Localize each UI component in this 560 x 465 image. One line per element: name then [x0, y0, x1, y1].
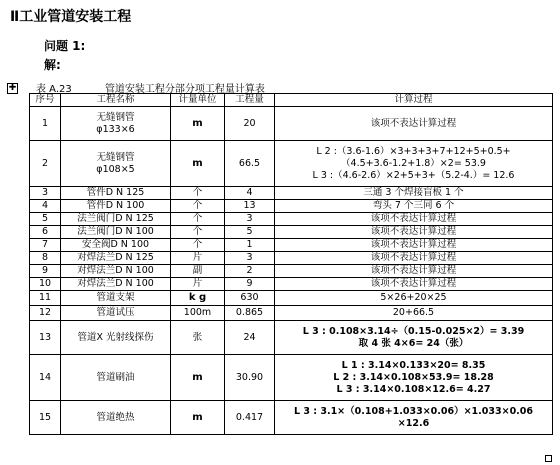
- move-cross-icon[interactable]: ✚: [8, 83, 17, 93]
- cell-name: [61, 306, 171, 321]
- cell-unit: 个: [171, 200, 225, 213]
- cell-quantity: 9: [225, 278, 275, 291]
- cell-name: [61, 213, 171, 226]
- cell-no: 10: [30, 278, 61, 291]
- calc-line: 三通 3 个焊接盲板 1 个: [363, 187, 464, 198]
- cell-name: [61, 265, 171, 278]
- cell-calc: [275, 107, 553, 141]
- name-line: φ133×6: [96, 123, 135, 135]
- cell-calc: [275, 306, 553, 321]
- cell-name: [61, 401, 171, 435]
- cell-quantity: 0.417: [225, 401, 275, 435]
- cell-name: [61, 252, 171, 265]
- table-row: [30, 141, 553, 187]
- name-line: 管道刷油: [96, 371, 135, 383]
- calc-line: ×12.6: [397, 417, 430, 429]
- cell-calc: [275, 187, 553, 200]
- cell-no: 13: [30, 321, 61, 355]
- name-line: 管道X 光射线探伤: [77, 331, 154, 343]
- table-row: [30, 355, 553, 401]
- cell-name: [61, 141, 171, 187]
- table-row: [30, 401, 553, 435]
- cell-name: [61, 226, 171, 239]
- cell-unit: k g: [171, 291, 225, 306]
- cell-unit: 片: [171, 252, 225, 265]
- cell-quantity: 66.5: [225, 141, 275, 187]
- cell-name: [61, 355, 171, 401]
- cell-name: [61, 239, 171, 252]
- cell-unit: 个: [171, 187, 225, 200]
- cell-unit: m: [171, 141, 225, 187]
- calc-line: 5×26+20×25: [380, 292, 447, 303]
- cell-no: 15: [30, 401, 61, 435]
- header-unit: 计量单位: [171, 94, 225, 107]
- name-line: 对焊法兰D N 100: [77, 278, 154, 289]
- table-row: [30, 107, 553, 141]
- header-no: 序号: [30, 94, 61, 107]
- cell-no: 7: [30, 239, 61, 252]
- table-row: [30, 187, 553, 200]
- cell-name: [61, 107, 171, 141]
- name-line: 无缝钢管: [96, 111, 135, 123]
- cell-name: [61, 321, 171, 355]
- cell-no: 14: [30, 355, 61, 401]
- cell-calc: [275, 252, 553, 265]
- table-row: [30, 213, 553, 226]
- calc-line: 该项不表达计算过程: [370, 239, 457, 250]
- cell-no: 2: [30, 141, 61, 187]
- table-row: [30, 226, 553, 239]
- calc-line: L 1 : 3.14×0.133×20= 8.35: [341, 359, 486, 371]
- calc-line: L 2 :（3.6-1.6）×3+3+3+7+12+5+0.5+: [316, 145, 511, 157]
- table-row: [30, 278, 553, 291]
- cell-quantity: 3: [225, 252, 275, 265]
- calc-line: 取 4 张 4×6= 24（张）: [358, 337, 469, 349]
- table-row: [30, 252, 553, 265]
- cell-quantity: 30.90: [225, 355, 275, 401]
- cell-calc: [275, 265, 553, 278]
- quantity-table: [29, 93, 553, 435]
- name-line: 对焊法兰D N 100: [77, 265, 154, 276]
- cell-calc: [275, 355, 553, 401]
- cell-no: 12: [30, 306, 61, 321]
- cell-name: [61, 278, 171, 291]
- calc-line: 该项不表达计算过程: [370, 213, 457, 224]
- name-line: 管道支架: [96, 292, 135, 303]
- cell-quantity: 1: [225, 239, 275, 252]
- calc-line: L 2 : 3.14×0.108×53.9= 18.28: [333, 371, 494, 383]
- question-label: 问题 1:: [44, 39, 86, 53]
- cell-calc: [275, 200, 553, 213]
- name-line: 法兰阀门D N 100: [77, 226, 154, 237]
- calc-line: 该项不表达计算过程: [370, 252, 457, 263]
- cell-name: [61, 187, 171, 200]
- table-row: [30, 306, 553, 321]
- cell-quantity: 2: [225, 265, 275, 278]
- cell-no: 8: [30, 252, 61, 265]
- cell-calc: [275, 401, 553, 435]
- name-line: 管道绝热: [96, 411, 135, 423]
- table-row: [30, 291, 553, 306]
- cell-calc: [275, 239, 553, 252]
- name-line: 管件D N 125: [86, 187, 145, 198]
- cell-unit: 100m: [171, 306, 225, 321]
- calc-line: 该项不表达计算过程: [370, 117, 457, 129]
- cell-unit: 个: [171, 226, 225, 239]
- name-line: 管道试压: [96, 307, 135, 318]
- cell-quantity: 24: [225, 321, 275, 355]
- name-line: 对焊法兰D N 125: [77, 252, 154, 263]
- cell-unit: m: [171, 401, 225, 435]
- cell-no: 9: [30, 265, 61, 278]
- name-line: 管件D N 100: [86, 200, 145, 211]
- cell-calc: [275, 226, 553, 239]
- calc-line: 20+66.5: [392, 307, 435, 318]
- cell-no: 6: [30, 226, 61, 239]
- cell-calc: [275, 213, 553, 226]
- name-line: 法兰阀门D N 125: [77, 213, 154, 224]
- name-line: 安全阀D N 100: [81, 239, 150, 250]
- header-name: 工程名称: [61, 94, 171, 107]
- calc-line: 该项不表达计算过程: [370, 265, 457, 276]
- cell-quantity: 4: [225, 187, 275, 200]
- calc-line: L 3 : 0.108×3.14÷（0.15-0.025×2）= 3.39: [302, 325, 525, 337]
- cell-no: 11: [30, 291, 61, 306]
- table-caption-number: 表 A.23: [36, 84, 72, 95]
- cell-calc: [275, 278, 553, 291]
- cell-no: 1: [30, 107, 61, 141]
- cell-name: [61, 200, 171, 213]
- cell-quantity: 5: [225, 226, 275, 239]
- cell-quantity: 13: [225, 200, 275, 213]
- cell-unit: 个: [171, 239, 225, 252]
- table-row: [30, 265, 553, 278]
- name-line: φ108×5: [96, 163, 135, 175]
- end-of-table-mark: [545, 455, 552, 462]
- cell-unit: 副: [171, 265, 225, 278]
- cell-unit: 个: [171, 213, 225, 226]
- name-line: 无缝钢管: [96, 151, 135, 163]
- cell-no: 5: [30, 213, 61, 226]
- cell-calc: [275, 141, 553, 187]
- header-calc: 计算过程: [275, 94, 553, 107]
- calc-line: （4.5+3.6-1.2+1.8）×2= 53.9: [341, 157, 486, 169]
- cell-calc: [275, 291, 553, 306]
- cell-no: 4: [30, 200, 61, 213]
- calc-line: 该项不表达计算过程: [370, 278, 457, 289]
- cell-no: 3: [30, 187, 61, 200]
- calc-line: L 3 : 3.14×0.108×12.6= 4.27: [336, 383, 491, 395]
- cell-calc: [275, 321, 553, 355]
- cell-quantity: 3: [225, 213, 275, 226]
- calc-line: 该项不表达计算过程: [370, 226, 457, 237]
- cell-quantity: 20: [225, 107, 275, 141]
- calc-line: 弯头 7 个三同 6 个: [372, 200, 455, 211]
- answer-label: 解:: [44, 58, 61, 72]
- section-heading: Ⅱ工业管道安装工程: [10, 9, 132, 25]
- cell-quantity: 0.865: [225, 306, 275, 321]
- table-body: [30, 107, 553, 435]
- cell-unit: m: [171, 107, 225, 141]
- table-caption-title: 管道安装工程分部分项工程量计算表: [104, 84, 265, 95]
- cell-quantity: 630: [225, 291, 275, 306]
- cell-name: [61, 291, 171, 306]
- calc-line: L 3 :（4.6-2.6）×2+5+3+（5.2-4.）= 12.6: [312, 169, 515, 181]
- table-header-row: [30, 94, 553, 107]
- header-quantity: 工程量: [225, 94, 275, 107]
- table-row: [30, 239, 553, 252]
- cell-unit: m: [171, 355, 225, 401]
- cell-unit: 张: [171, 321, 225, 355]
- calc-line: L 3 : 3.1×（0.108+1.033×0.06）×1.033×0.06: [293, 405, 534, 417]
- table-row: [30, 321, 553, 355]
- cell-unit: 片: [171, 278, 225, 291]
- table-row: [30, 200, 553, 213]
